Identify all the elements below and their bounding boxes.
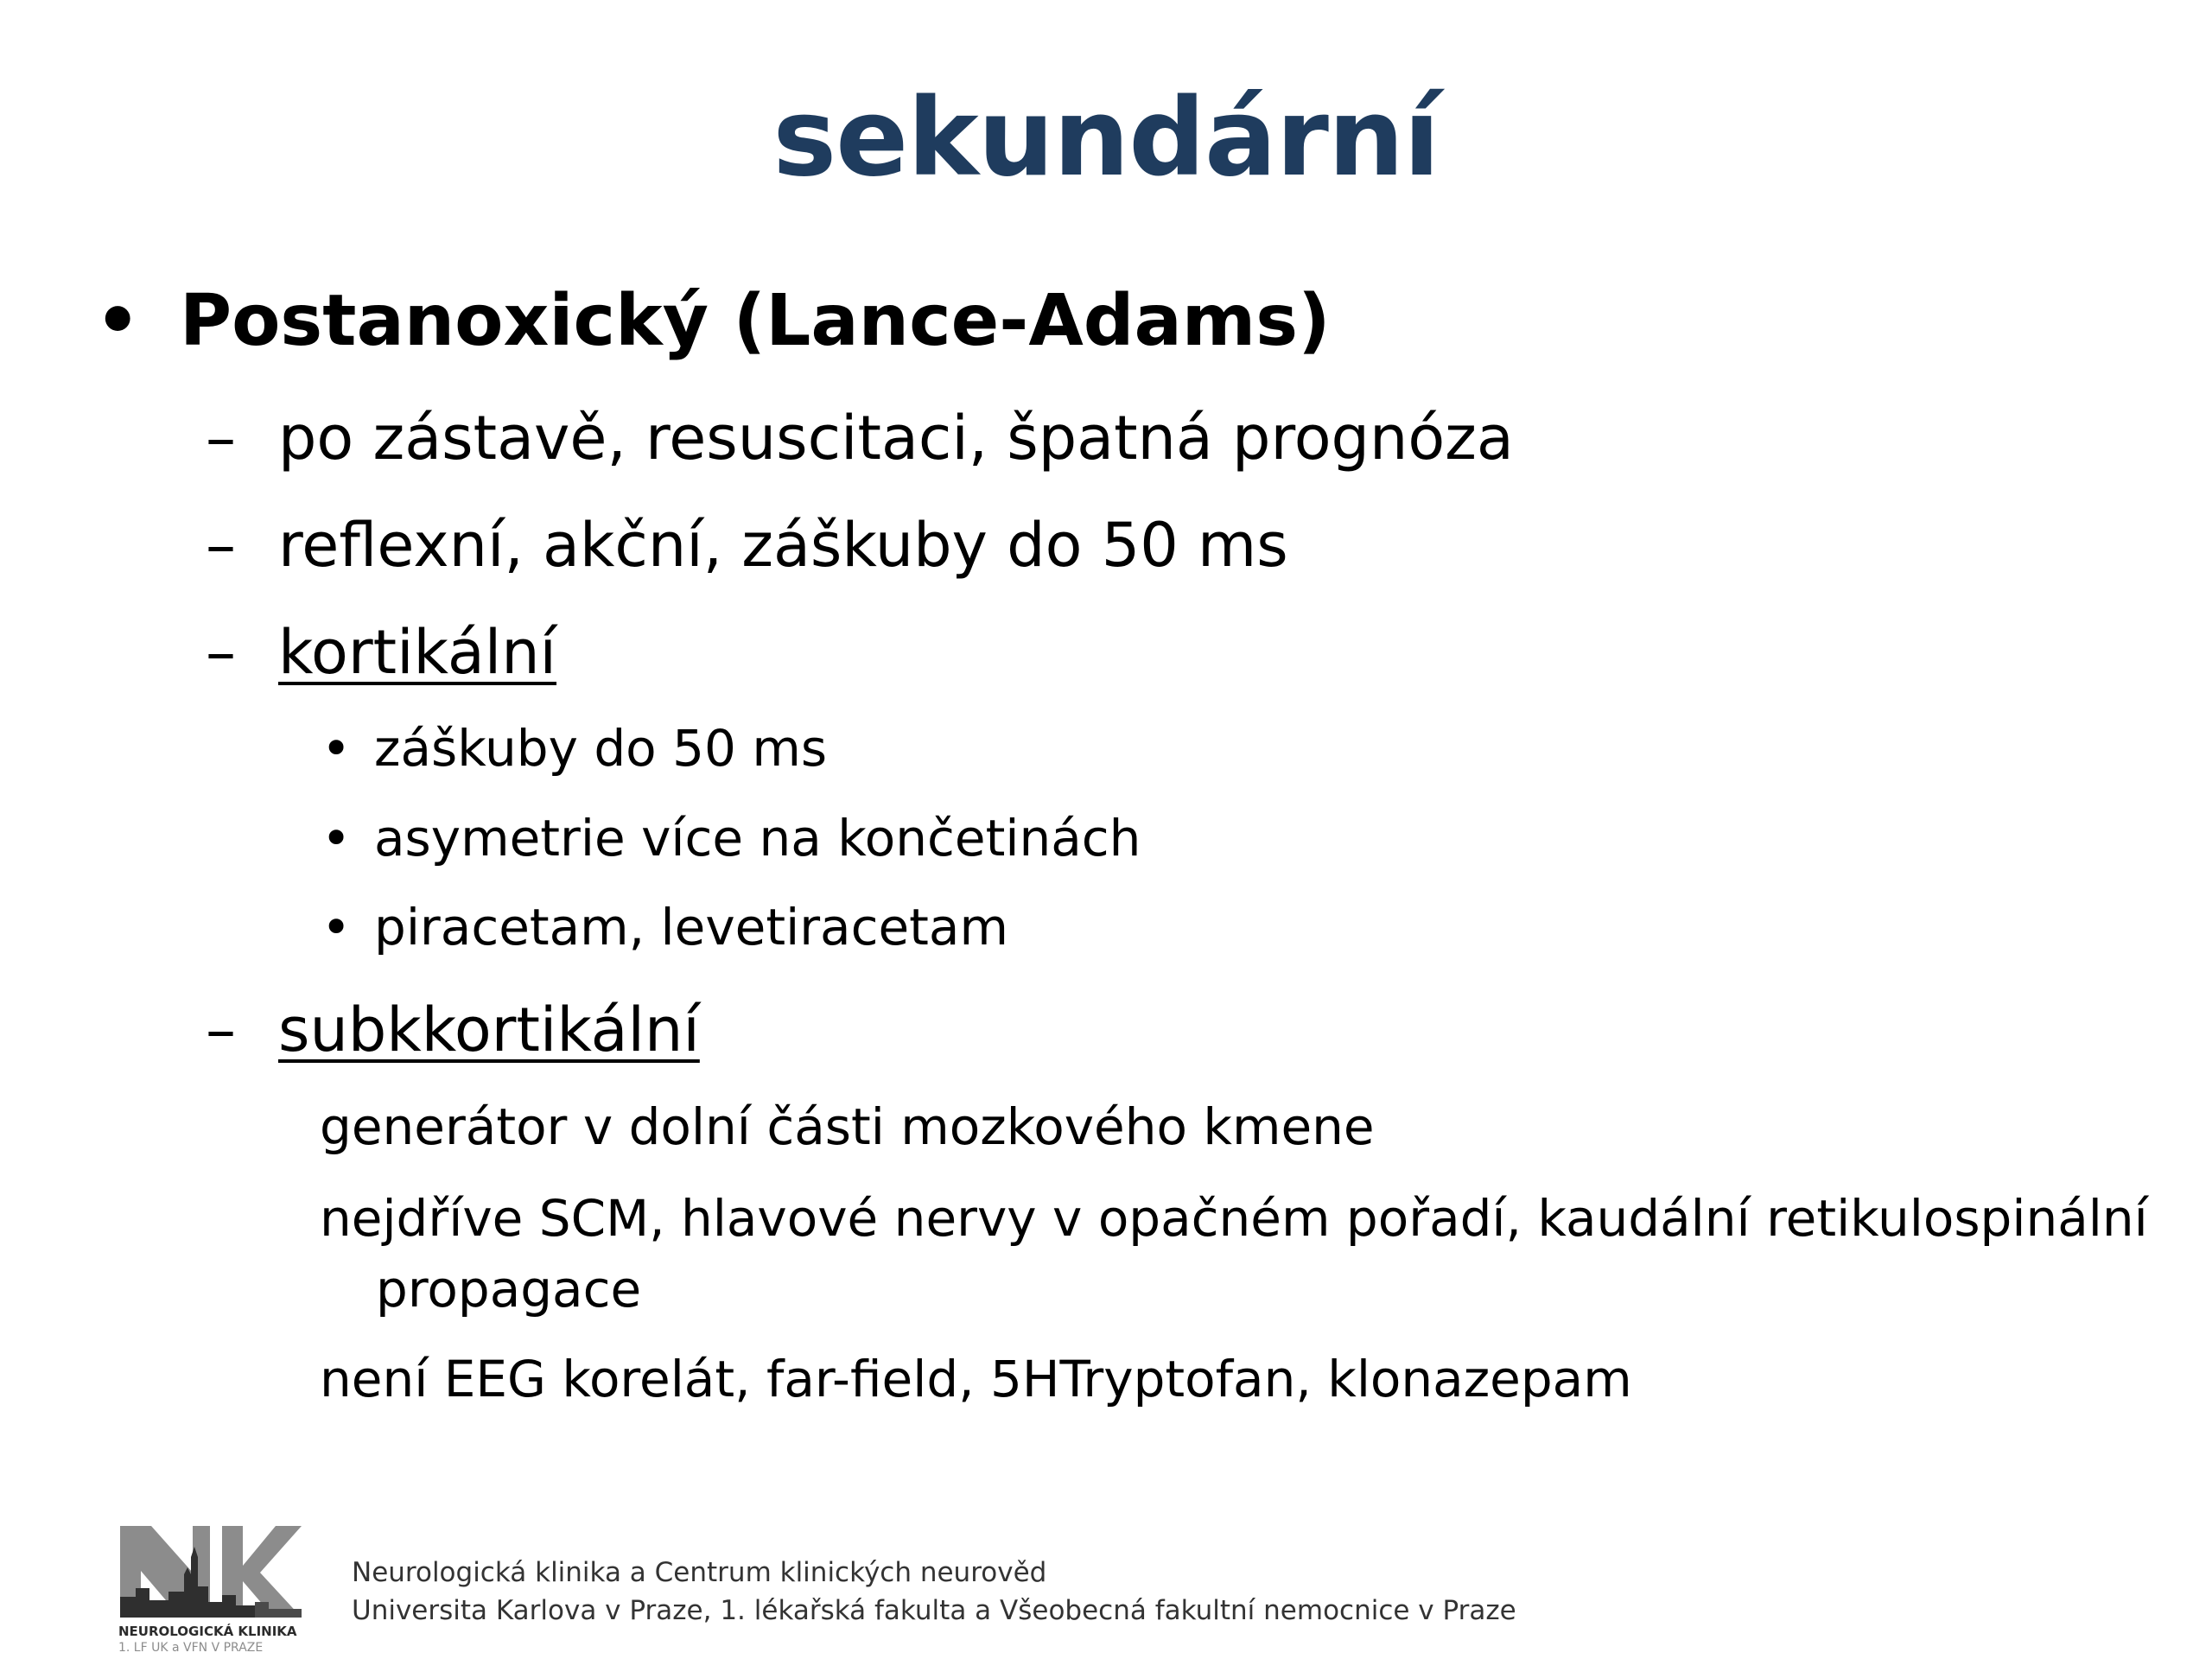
subcortical-line: generátor v dolní části mozkového kmene [320, 1097, 1375, 1156]
cortical-heading: kortikální [278, 617, 557, 688]
sub-bullet-marker: • [321, 809, 352, 868]
cortical-point: piracetam, levetiracetam [374, 898, 1008, 957]
logo-title: NEUROLOGICKÁ KLINIKA [118, 1624, 297, 1639]
subcortical-heading: subkkortikální [278, 995, 700, 1065]
page-title: sekundární [772, 76, 1440, 200]
sub-bullet-marker: • [321, 719, 352, 778]
footer-line: Universita Karlova v Praze, 1. lékařská fakulta a Všeobecná fakultní nemocnice v Praze [352, 1595, 1516, 1626]
sub-bullet-marker: • [321, 898, 352, 957]
main-heading: Postanoxický (Lance-Adams) [180, 280, 1331, 362]
subcortical-line-continued: propagace [376, 1260, 642, 1319]
cortical-point: asymetrie více na končetinách [374, 809, 1141, 868]
dash-marker: – [206, 617, 236, 688]
dash-marker: – [206, 403, 236, 474]
dash-marker: – [206, 995, 236, 1065]
list-item: reflexní, akční, záškuby do 50 ms [278, 510, 1288, 581]
subcortical-line: nejdříve SCM, hlavové nervy v opačném pořadí, kaudální retikulospinální [320, 1189, 2148, 1248]
dash-marker: – [206, 510, 236, 581]
logo-subtitle: 1. LF UK a VFN V PRAZE [118, 1641, 264, 1654]
bullet-marker: • [95, 280, 141, 362]
list-item: po zástavě, resuscitaci, špatná prognóza [278, 403, 1514, 474]
clinic-logo [117, 1522, 307, 1654]
subcortical-line: není EEG korelát, far-field, 5HTryptofan, klonazepam [320, 1350, 1632, 1408]
cortical-point: záškuby do 50 ms [374, 719, 828, 778]
footer-line: Neurologická klinika a Centrum klinických neurověd [352, 1557, 1047, 1588]
